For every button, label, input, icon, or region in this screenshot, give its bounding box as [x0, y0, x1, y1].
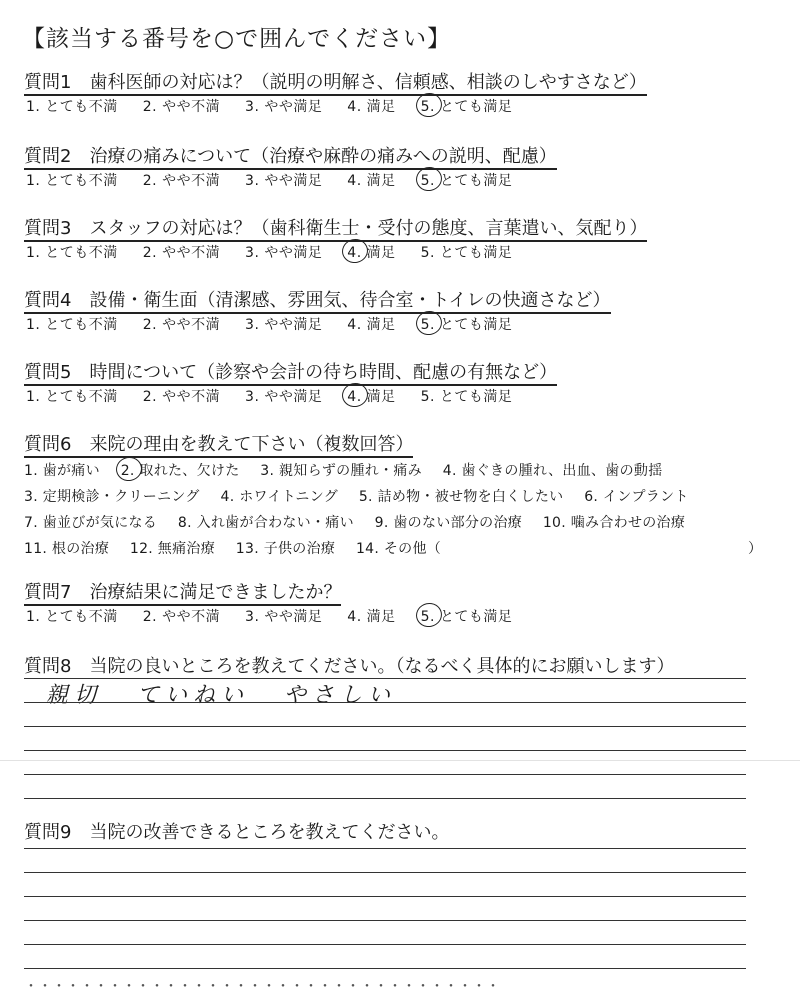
- q7-option-3[interactable]: 3. やや満足: [245, 609, 323, 625]
- question-5-number: 質問5: [24, 362, 72, 383]
- q6-row-2: [24, 486, 705, 506]
- q6-option[interactable]: 1. 歯が痛い: [24, 463, 100, 479]
- q1-option-3[interactable]: 3. やや満足: [245, 99, 323, 115]
- question-2-text: 治療の痛みについて（治療や麻酔の痛みへの説明、配慮）: [89, 146, 557, 167]
- cut-off-footer-text: ・・・・・・・・・・・・・・・・・・・・・・・・・・・・・・・・・・: [24, 979, 500, 995]
- q4-option-4[interactable]: 4. 満足: [347, 317, 396, 333]
- answer-line: [24, 678, 746, 679]
- q1-option-2[interactable]: 2. やや不満: [142, 99, 221, 115]
- question-8-text: 当院の良いところを教えてください。（なるべく具体的にお願いします）: [89, 656, 675, 677]
- answer-line: [24, 896, 746, 897]
- q6-option[interactable]: 3. 親知らずの腫れ・痛み: [260, 463, 422, 479]
- scan-artifact-divider: [0, 760, 800, 761]
- q6-option[interactable]: 3. 定期検診・クリーニング: [24, 489, 200, 505]
- q6-option[interactable]: 8. 入れ歯が合わない・痛い: [177, 515, 354, 531]
- q2-option-4[interactable]: 4. 満足: [347, 173, 396, 189]
- q6-option[interactable]: 4. 歯ぐきの腫れ、出血、歯の動揺: [442, 463, 663, 479]
- q1-option-5-selected[interactable]: 5. とても満足: [421, 96, 513, 116]
- q3-option-2[interactable]: 2. やや不満: [142, 245, 221, 261]
- answer-word: ていねい: [137, 683, 250, 708]
- answer-line: [24, 944, 746, 945]
- q3-option-1[interactable]: 1. とても不満: [26, 245, 118, 261]
- question-2-heading: [24, 142, 557, 168]
- q6-other-close-paren: ）: [748, 541, 763, 557]
- q7-option-4[interactable]: 4. 満足: [347, 609, 396, 625]
- answer-line: [24, 702, 746, 703]
- question-8-number: 質問8: [24, 656, 72, 677]
- q8-handwritten-answer: [46, 678, 418, 709]
- question-1-number: 質問1: [24, 72, 72, 93]
- q6-option[interactable]: 13. 子供の治療: [235, 541, 336, 557]
- q6-option[interactable]: 6. インプラント: [584, 489, 689, 505]
- q3-option-3[interactable]: 3. やや満足: [245, 245, 323, 261]
- answer-line: [24, 920, 746, 921]
- q6-option[interactable]: 5. 詰め物・被せ物を白くしたい: [358, 489, 564, 505]
- answer-line: [24, 750, 746, 751]
- q7-option-1[interactable]: 1. とても不満: [26, 609, 118, 625]
- q6-option[interactable]: 11. 根の治療: [24, 541, 110, 557]
- question-7-text: 治療結果に満足できましたか？: [89, 582, 342, 603]
- question-3-number: 質問3: [24, 218, 72, 239]
- question-5-text: 時間について（診察や会計の待ち時間、配慮の有無など）: [89, 362, 558, 383]
- question-1-options: [26, 96, 532, 116]
- form-title: 【該当する番号を○で囲んでください】: [22, 26, 452, 52]
- answer-line: [24, 798, 746, 799]
- question-6-number: 質問6: [24, 434, 72, 455]
- q6-row-4: [24, 538, 457, 558]
- q2-option-3[interactable]: 3. やや満足: [245, 173, 323, 189]
- q2-option-1[interactable]: 1. とても不満: [26, 173, 118, 189]
- q4-option-5-selected[interactable]: 5. とても満足: [421, 314, 513, 334]
- question-3-heading: [24, 214, 647, 240]
- q5-option-1[interactable]: 1. とても不満: [26, 389, 118, 405]
- question-2-number: 質問2: [24, 146, 72, 167]
- q6-row-3: [24, 512, 701, 532]
- question-7-options: [26, 606, 532, 626]
- q1-option-4[interactable]: 4. 満足: [347, 99, 396, 115]
- q5-option-4-selected[interactable]: 4. 満足: [347, 386, 395, 406]
- q1-option-1[interactable]: 1. とても不満: [26, 99, 118, 115]
- answer-word: 親切: [46, 683, 103, 708]
- q2-option-5-selected[interactable]: 5. とても満足: [421, 170, 513, 190]
- question-3-options: [26, 242, 532, 262]
- q7-option-2[interactable]: 2. やや不満: [142, 609, 221, 625]
- question-4-text: 設備・衛生面（清潔感、雰囲気、待合室・トイレの快適さなど）: [89, 290, 611, 311]
- question-2-options: [26, 170, 532, 190]
- q4-option-2[interactable]: 2. やや不満: [142, 317, 221, 333]
- answer-line: [24, 726, 746, 727]
- question-5-heading: [24, 358, 557, 384]
- question-8-heading: [24, 652, 674, 678]
- q4-option-1[interactable]: 1. とても不満: [26, 317, 118, 333]
- question-1-text: 歯科医師の対応は？（説明の明解さ、信頼感、相談のしやすさなど）: [89, 72, 647, 93]
- question-7-number: 質問7: [24, 582, 72, 603]
- q3-option-5[interactable]: 5. とても満足: [420, 245, 513, 261]
- answer-line: [24, 848, 746, 849]
- q7-option-5-selected[interactable]: 5. とても満足: [421, 606, 513, 626]
- answer-line: [24, 872, 746, 873]
- q3-option-4-selected[interactable]: 4. 満足: [347, 242, 395, 262]
- q6-row-1: [24, 460, 679, 480]
- question-9-number: 質問9: [24, 822, 72, 843]
- q5-option-2[interactable]: 2. やや不満: [142, 389, 221, 405]
- question-9-heading: [24, 818, 449, 844]
- q6-option[interactable]: 12. 無痛治療: [129, 541, 216, 557]
- answer-line: [24, 774, 746, 775]
- q6-option[interactable]: 4. ホワイトニング: [220, 489, 339, 505]
- question-6-heading: [24, 430, 413, 456]
- question-7-heading: [24, 578, 341, 604]
- q6-option[interactable]: 9. 歯のない部分の治療: [374, 515, 523, 531]
- q2-option-2[interactable]: 2. やや不満: [142, 173, 221, 189]
- q5-option-5[interactable]: 5. とても満足: [420, 389, 513, 405]
- question-3-text: スタッフの対応は？（歯科衛生士・受付の態度、言葉遣い、気配り）: [89, 218, 648, 239]
- question-6-text: 来院の理由を教えて下さい（複数回答）: [89, 434, 414, 455]
- question-4-heading: [24, 286, 611, 312]
- q6-option[interactable]: 10. 噛み合わせの治療: [542, 515, 686, 531]
- question-4-number: 質問4: [24, 290, 72, 311]
- q5-option-3[interactable]: 3. やや満足: [245, 389, 323, 405]
- question-5-options: [26, 386, 532, 406]
- question-1-heading: [24, 68, 647, 94]
- q6-option-selected[interactable]: 2. 取れた、欠けた: [121, 460, 240, 480]
- q6-option-other[interactable]: 14. その他（: [355, 541, 442, 557]
- answer-word: やさしい: [284, 683, 397, 708]
- answer-line: [24, 968, 746, 969]
- q4-option-3[interactable]: 3. やや満足: [245, 317, 323, 333]
- question-9-text: 当院の改善できるところを教えてください。: [89, 822, 450, 843]
- question-4-options: [26, 314, 532, 334]
- q6-option[interactable]: 7. 歯並びが気になる: [24, 515, 158, 531]
